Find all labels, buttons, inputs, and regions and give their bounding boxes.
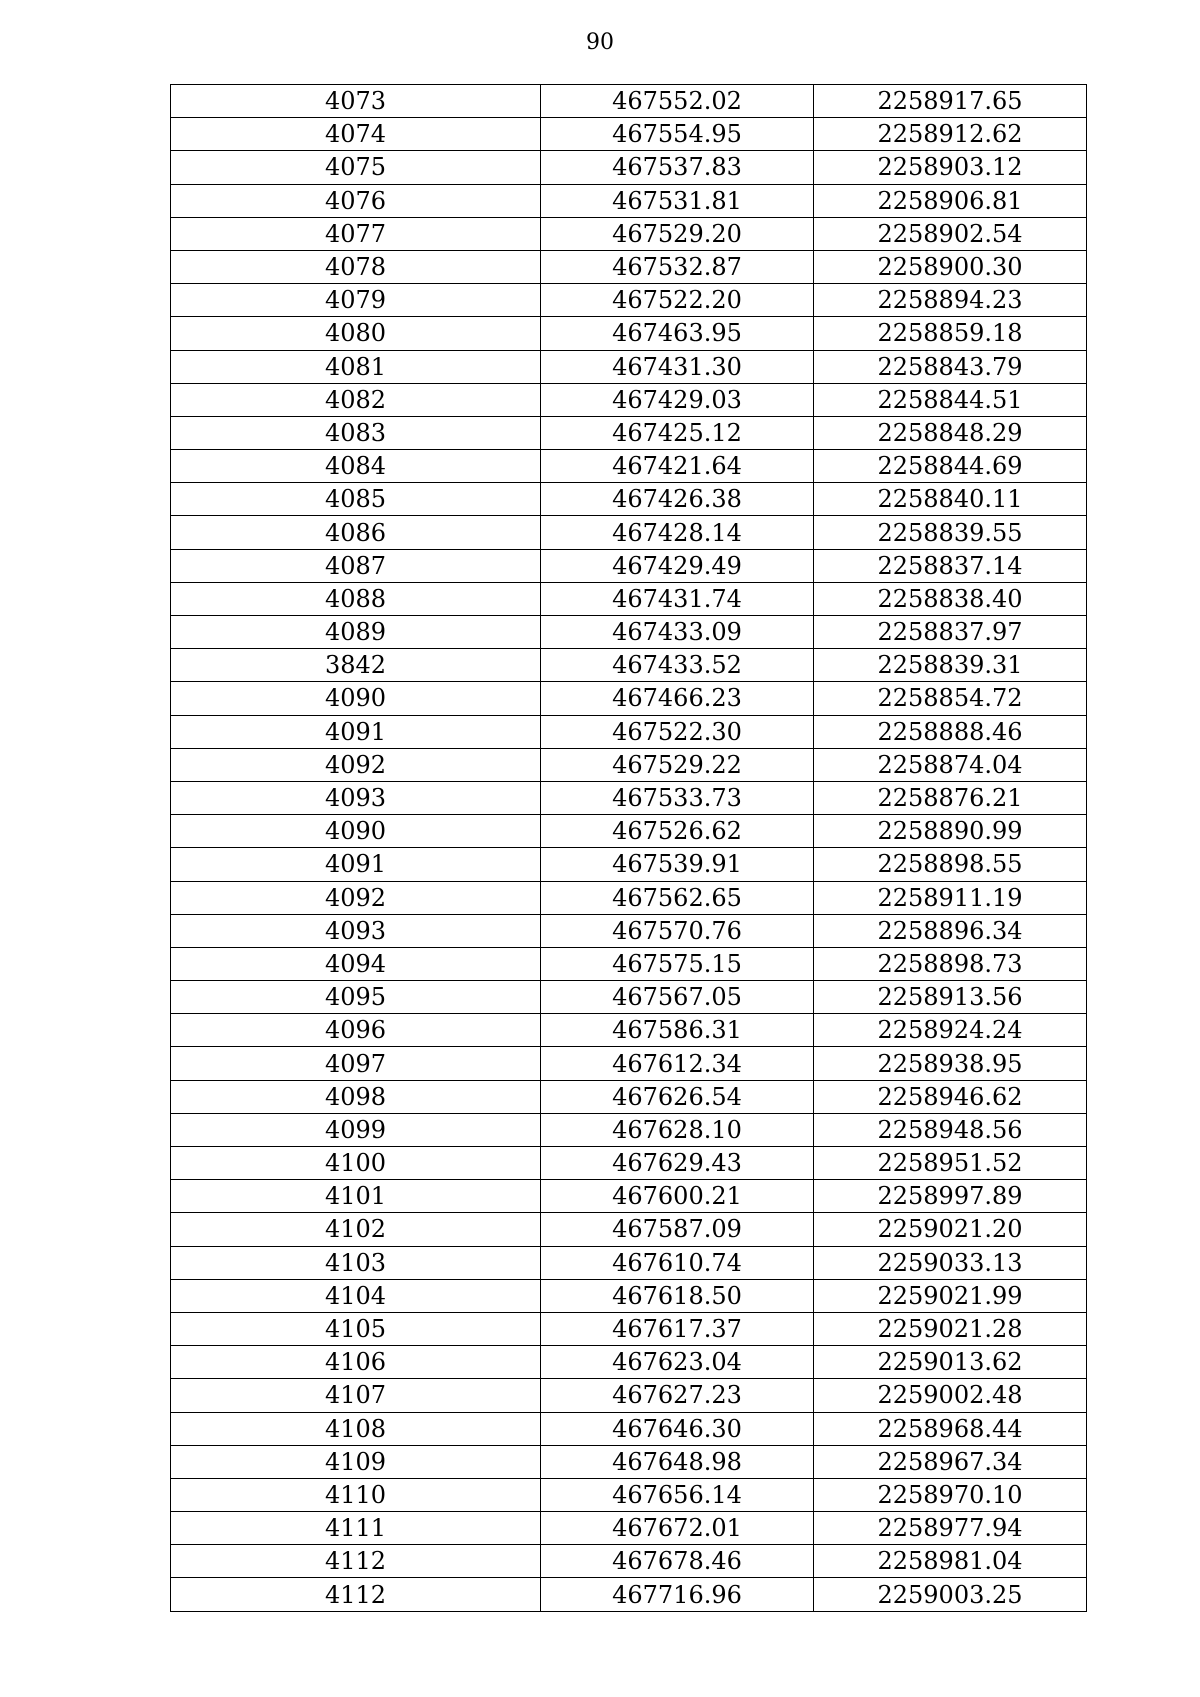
- table-row: [171, 1512, 1087, 1545]
- y-coordinate-cell: 2258848.29: [814, 416, 1087, 449]
- y-coordinate-cell: 2258838.40: [814, 582, 1087, 615]
- x-coordinate-cell: 467570.76: [541, 914, 814, 947]
- y-coordinate-cell: 2258844.69: [814, 450, 1087, 483]
- x-coordinate-cell: 467610.74: [541, 1246, 814, 1279]
- y-coordinate-cell: 2259021.20: [814, 1213, 1087, 1246]
- point-number-cell: 4093: [171, 914, 541, 947]
- x-coordinate-cell: 467600.21: [541, 1180, 814, 1213]
- table-row: [171, 1014, 1087, 1047]
- point-number-cell: 4098: [171, 1080, 541, 1113]
- y-coordinate-cell: 2258894.23: [814, 284, 1087, 317]
- x-coordinate-cell: 467421.64: [541, 450, 814, 483]
- table-row: [171, 151, 1087, 184]
- x-coordinate-cell: 467672.01: [541, 1512, 814, 1545]
- y-coordinate-cell: 2259002.48: [814, 1379, 1087, 1412]
- y-coordinate-cell: 2259021.28: [814, 1312, 1087, 1345]
- table-row: [171, 881, 1087, 914]
- y-coordinate-cell: 2258839.31: [814, 649, 1087, 682]
- point-number-cell: 4103: [171, 1246, 541, 1279]
- point-number-cell: 4073: [171, 85, 541, 118]
- table-row: [171, 184, 1087, 217]
- table-row: [171, 483, 1087, 516]
- y-coordinate-cell: 2258839.55: [814, 516, 1087, 549]
- x-coordinate-cell: 467617.37: [541, 1312, 814, 1345]
- point-number-cell: 4092: [171, 748, 541, 781]
- point-number-cell: 4100: [171, 1147, 541, 1180]
- x-coordinate-cell: 467429.03: [541, 383, 814, 416]
- point-number-cell: 4107: [171, 1379, 541, 1412]
- y-coordinate-cell: 2258968.44: [814, 1412, 1087, 1445]
- x-coordinate-cell: 467656.14: [541, 1478, 814, 1511]
- page-number: 90: [586, 30, 614, 55]
- table-row: [171, 1113, 1087, 1146]
- y-coordinate-cell: 2258981.04: [814, 1545, 1087, 1578]
- y-coordinate-cell: 2258837.97: [814, 616, 1087, 649]
- x-coordinate-cell: 467623.04: [541, 1346, 814, 1379]
- point-number-cell: 4111: [171, 1512, 541, 1545]
- point-number-cell: 4105: [171, 1312, 541, 1345]
- table-row: [171, 1379, 1087, 1412]
- x-coordinate-cell: 467627.23: [541, 1379, 814, 1412]
- y-coordinate-cell: 2258970.10: [814, 1478, 1087, 1511]
- y-coordinate-cell: 2258977.94: [814, 1512, 1087, 1545]
- y-coordinate-cell: 2258946.62: [814, 1080, 1087, 1113]
- point-number-cell: 4084: [171, 450, 541, 483]
- x-coordinate-cell: 467626.54: [541, 1080, 814, 1113]
- table-row: [171, 217, 1087, 250]
- x-coordinate-cell: 467646.30: [541, 1412, 814, 1445]
- table-row: [171, 1147, 1087, 1180]
- table-row: [171, 1445, 1087, 1478]
- table-row: [171, 682, 1087, 715]
- point-number-cell: 4082: [171, 383, 541, 416]
- point-number-cell: 4091: [171, 848, 541, 881]
- point-number-cell: 4102: [171, 1213, 541, 1246]
- y-coordinate-cell: 2258911.19: [814, 881, 1087, 914]
- table-row: [171, 582, 1087, 615]
- point-number-cell: 4075: [171, 151, 541, 184]
- point-number-cell: 4087: [171, 549, 541, 582]
- table-row: [171, 715, 1087, 748]
- y-coordinate-cell: 2258900.30: [814, 250, 1087, 283]
- x-coordinate-cell: 467526.62: [541, 815, 814, 848]
- table-row: [171, 1545, 1087, 1578]
- x-coordinate-cell: 467575.15: [541, 947, 814, 980]
- x-coordinate-cell: 467567.05: [541, 981, 814, 1014]
- table-row: [171, 616, 1087, 649]
- point-number-cell: 3842: [171, 649, 541, 682]
- table-row: [171, 118, 1087, 151]
- y-coordinate-cell: 2258938.95: [814, 1047, 1087, 1080]
- y-coordinate-cell: 2258902.54: [814, 217, 1087, 250]
- point-number-cell: 4106: [171, 1346, 541, 1379]
- x-coordinate-cell: 467552.02: [541, 85, 814, 118]
- x-coordinate-cell: 467678.46: [541, 1545, 814, 1578]
- table-row: [171, 85, 1087, 118]
- point-number-cell: 4081: [171, 350, 541, 383]
- table-row: [171, 350, 1087, 383]
- x-coordinate-cell: 467554.95: [541, 118, 814, 151]
- table-row: [171, 1080, 1087, 1113]
- point-number-cell: 4096: [171, 1014, 541, 1047]
- table-row: [171, 450, 1087, 483]
- coordinate-table: [170, 84, 1087, 1612]
- x-coordinate-cell: 467426.38: [541, 483, 814, 516]
- y-coordinate-cell: 2258843.79: [814, 350, 1087, 383]
- point-number-cell: 4112: [171, 1578, 541, 1611]
- x-coordinate-cell: 467562.65: [541, 881, 814, 914]
- y-coordinate-cell: 2258913.56: [814, 981, 1087, 1014]
- x-coordinate-cell: 467629.43: [541, 1147, 814, 1180]
- x-coordinate-cell: 467618.50: [541, 1279, 814, 1312]
- x-coordinate-cell: 467522.30: [541, 715, 814, 748]
- point-number-cell: 4097: [171, 1047, 541, 1080]
- y-coordinate-cell: 2259021.99: [814, 1279, 1087, 1312]
- x-coordinate-cell: 467716.96: [541, 1578, 814, 1611]
- y-coordinate-cell: 2258917.65: [814, 85, 1087, 118]
- y-coordinate-cell: 2259003.25: [814, 1578, 1087, 1611]
- x-coordinate-cell: 467531.81: [541, 184, 814, 217]
- y-coordinate-cell: 2258859.18: [814, 317, 1087, 350]
- point-number-cell: 4095: [171, 981, 541, 1014]
- table-row: [171, 1213, 1087, 1246]
- table-row: [171, 1246, 1087, 1279]
- x-coordinate-cell: 467586.31: [541, 1014, 814, 1047]
- y-coordinate-cell: 2258890.99: [814, 815, 1087, 848]
- y-coordinate-cell: 2258906.81: [814, 184, 1087, 217]
- point-number-cell: 4108: [171, 1412, 541, 1445]
- x-coordinate-cell: 467612.34: [541, 1047, 814, 1080]
- x-coordinate-cell: 467433.09: [541, 616, 814, 649]
- point-number-cell: 4077: [171, 217, 541, 250]
- y-coordinate-cell: 2258840.11: [814, 483, 1087, 516]
- y-coordinate-cell: 2258967.34: [814, 1445, 1087, 1478]
- point-number-cell: 4085: [171, 483, 541, 516]
- table-row: [171, 549, 1087, 582]
- table-row: [171, 1279, 1087, 1312]
- y-coordinate-cell: 2258854.72: [814, 682, 1087, 715]
- point-number-cell: 4109: [171, 1445, 541, 1478]
- table-row: [171, 1312, 1087, 1345]
- table-row: [171, 981, 1087, 1014]
- table-row: [171, 781, 1087, 814]
- point-number-cell: 4090: [171, 682, 541, 715]
- table-row: [171, 250, 1087, 283]
- table-row: [171, 1346, 1087, 1379]
- point-number-cell: 4099: [171, 1113, 541, 1146]
- point-number-cell: 4101: [171, 1180, 541, 1213]
- table-row: [171, 815, 1087, 848]
- y-coordinate-cell: 2258896.34: [814, 914, 1087, 947]
- table-row: [171, 649, 1087, 682]
- y-coordinate-cell: 2258844.51: [814, 383, 1087, 416]
- point-number-cell: 4083: [171, 416, 541, 449]
- point-number-cell: 4086: [171, 516, 541, 549]
- coordinate-table-body: [171, 85, 1087, 1612]
- x-coordinate-cell: 467522.20: [541, 284, 814, 317]
- x-coordinate-cell: 467532.87: [541, 250, 814, 283]
- y-coordinate-cell: 2259033.13: [814, 1246, 1087, 1279]
- point-number-cell: 4076: [171, 184, 541, 217]
- x-coordinate-cell: 467539.91: [541, 848, 814, 881]
- x-coordinate-cell: 467533.73: [541, 781, 814, 814]
- x-coordinate-cell: 467529.20: [541, 217, 814, 250]
- point-number-cell: 4094: [171, 947, 541, 980]
- point-number-cell: 4079: [171, 284, 541, 317]
- point-number-cell: 4089: [171, 616, 541, 649]
- point-number-cell: 4112: [171, 1545, 541, 1578]
- table-row: [171, 914, 1087, 947]
- table-row: [171, 748, 1087, 781]
- point-number-cell: 4074: [171, 118, 541, 151]
- point-number-cell: 4104: [171, 1279, 541, 1312]
- x-coordinate-cell: 467433.52: [541, 649, 814, 682]
- table-row: [171, 516, 1087, 549]
- y-coordinate-cell: 2258912.62: [814, 118, 1087, 151]
- x-coordinate-cell: 467431.74: [541, 582, 814, 615]
- x-coordinate-cell: 467466.23: [541, 682, 814, 715]
- x-coordinate-cell: 467587.09: [541, 1213, 814, 1246]
- table-row: [171, 1412, 1087, 1445]
- x-coordinate-cell: 467628.10: [541, 1113, 814, 1146]
- table-row: [171, 1180, 1087, 1213]
- y-coordinate-cell: 2258948.56: [814, 1113, 1087, 1146]
- x-coordinate-cell: 467425.12: [541, 416, 814, 449]
- table-row: [171, 284, 1087, 317]
- x-coordinate-cell: 467431.30: [541, 350, 814, 383]
- y-coordinate-cell: 2258898.55: [814, 848, 1087, 881]
- point-number-cell: 4088: [171, 582, 541, 615]
- x-coordinate-cell: 467463.95: [541, 317, 814, 350]
- point-number-cell: 4092: [171, 881, 541, 914]
- table-row: [171, 416, 1087, 449]
- y-coordinate-cell: 2258874.04: [814, 748, 1087, 781]
- table-row: [171, 317, 1087, 350]
- point-number-cell: 4078: [171, 250, 541, 283]
- table-row: [171, 383, 1087, 416]
- y-coordinate-cell: 2258888.46: [814, 715, 1087, 748]
- table-row: [171, 1578, 1087, 1611]
- x-coordinate-cell: 467529.22: [541, 748, 814, 781]
- x-coordinate-cell: 467429.49: [541, 549, 814, 582]
- table-row: [171, 848, 1087, 881]
- x-coordinate-cell: 467428.14: [541, 516, 814, 549]
- y-coordinate-cell: 2258876.21: [814, 781, 1087, 814]
- point-number-cell: 4080: [171, 317, 541, 350]
- y-coordinate-cell: 2258924.24: [814, 1014, 1087, 1047]
- y-coordinate-cell: 2258951.52: [814, 1147, 1087, 1180]
- x-coordinate-cell: 467537.83: [541, 151, 814, 184]
- table-row: [171, 947, 1087, 980]
- y-coordinate-cell: 2258903.12: [814, 151, 1087, 184]
- point-number-cell: 4091: [171, 715, 541, 748]
- table-row: [171, 1047, 1087, 1080]
- y-coordinate-cell: 2258837.14: [814, 549, 1087, 582]
- point-number-cell: 4110: [171, 1478, 541, 1511]
- x-coordinate-cell: 467648.98: [541, 1445, 814, 1478]
- y-coordinate-cell: 2258997.89: [814, 1180, 1087, 1213]
- point-number-cell: 4090: [171, 815, 541, 848]
- y-coordinate-cell: 2258898.73: [814, 947, 1087, 980]
- y-coordinate-cell: 2259013.62: [814, 1346, 1087, 1379]
- point-number-cell: 4093: [171, 781, 541, 814]
- table-row: [171, 1478, 1087, 1511]
